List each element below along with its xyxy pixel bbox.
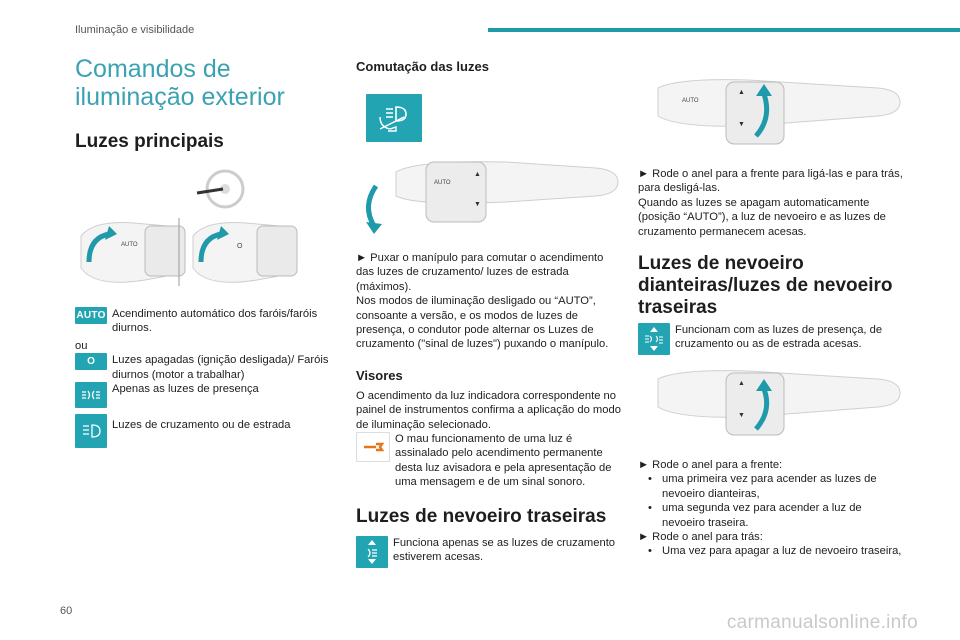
svg-text:▲: ▲ [738,380,745,388]
page-number: 60 [60,605,73,617]
svg-text:▼: ▼ [474,201,481,208]
svg-text:AUTO: AUTO [682,98,699,104]
steering-wheel-icon [195,167,255,212]
column-left [75,52,337,448]
instruction-rotate-ring: ► Rode o anel para a frente para ligá-las e para trás, para desligá-las. [638,168,903,195]
section-heading-main-lights: Luzes principais [75,131,224,152]
dipped-main-beam-icon [75,414,107,448]
sidelights-icon [75,382,107,408]
list-item-sidelights: Apenas as luzes de presença [75,382,337,408]
front-rear-fog-note: Funcionam com as luzes de presença, de cruzamento ou as de estrada acesas. [638,323,904,355]
list-item: • uma primeira vez para acender as luzes de nevoeiro dianteiras, [648,472,904,501]
wrench-warning-icon [356,432,390,462]
ring-front-fog-illustration [638,367,904,450]
heading-light-switching: Comutação das luzes [356,59,489,74]
heading-visores: Visores [356,367,403,383]
list-item: • uma segunda vez para acender a luz de nevoeiro traseira. [648,501,904,530]
list-item: • Uma vez para apagar a luz de nevoeiro traseira, [648,544,904,558]
forward-bullets [638,472,904,530]
rear-fog-note: Funciona apenas se as luzes de cruzamento estiverem acesas. [356,536,622,568]
connector-text: ou [75,339,88,352]
front-rear-fog-icon [638,323,670,355]
rear-fog-icon [356,536,388,568]
list-item-dipped-main: Luzes de cruzamento ou de estrada [75,414,337,448]
svg-text:AUTO: AUTO [121,242,138,248]
stalk-pull-illustration [356,156,622,241]
beam-switch-icon [366,94,422,142]
instruction-pull-stalk: ► Puxar o manípulo para comutar o acendimento das luzes de cruzamento/ luzes de estrada (máximos). [356,252,604,293]
warning-note: O mau funcionamento de uma luz é assinalado pelo acendimento permanente desta luz avisadora e pela apresentação de uma mensagem e de um sinal sonoro. [356,432,622,490]
back-instruction: ► Rode o anel para trás: [638,531,763,544]
header-accent-bar [488,28,960,32]
list-item-off: O Luzes apagadas (ignição desligada)/ Faróis diurnos (motor a trabalhar) [75,353,337,382]
ring-rotate-illustration [638,76,904,157]
svg-text:▲: ▲ [738,89,745,96]
svg-text:▼: ▼ [738,121,745,128]
svg-text:AUTO: AUTO [434,180,451,186]
back-bullets [638,544,904,558]
paragraph-auto-fog: Quando as luzes se apagam automaticamente (posição “AUTO”), a luz de nevoeiro e as luzes de cruzamento permanecem acesas. [638,196,886,238]
list-item-auto: AUTO Acendimento automático dos faróis/faróis diurnos. [76,308,318,335]
svg-text:▼: ▼ [738,412,745,420]
running-header: Iluminação e visibilidade [75,24,195,36]
watermark: carmanualsonline.info [726,612,918,633]
heading-front-rear-fog: Luzes de nevoeiro dianteiras/luzes de nevoeiro traseiras [638,253,893,319]
column-right [638,52,904,559]
lighting-stalk-illustration [75,216,337,293]
heading-rear-fog: Luzes de nevoeiro traseiras [356,505,607,527]
svg-text:▲: ▲ [474,171,481,178]
svg-text:O: O [237,243,243,250]
page-title: Comandos de iluminação exterior [75,55,285,111]
column-middle [356,52,622,568]
forward-instruction: ► Rode o anel para a frente: [638,459,783,472]
paragraph-flash-lights: Nos modos de iluminação desligado ou “AUTO”, consoante a versão, e os modos de luzes de presença, o condutor pode alternar os Luzes de cruzamento ("sinal de luzes") puxando o manípulo. [356,295,609,351]
o-icon: O [75,353,107,370]
paragraph-visores: O acendimento da luz indicadora correspondente no painel de instrumentos confirma a aplicação do modo de iluminação selecionado. [356,389,621,431]
auto-icon: AUTO [75,307,107,324]
